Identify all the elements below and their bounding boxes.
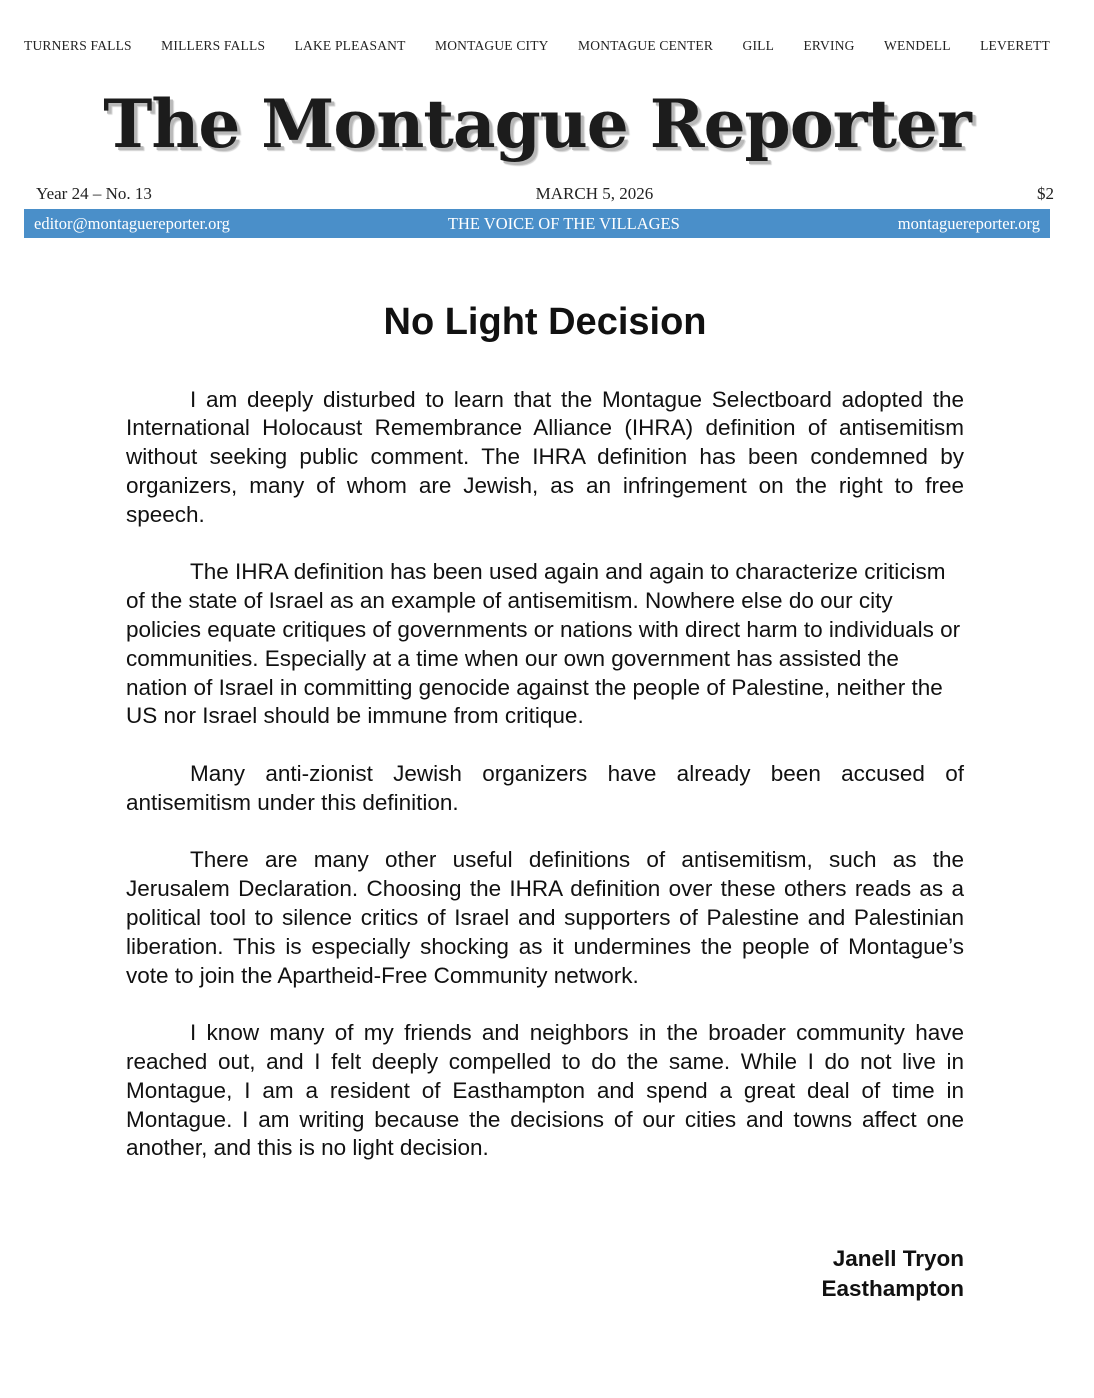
village-name: GILL	[742, 38, 775, 53]
issue-price: $2	[1037, 184, 1054, 203]
village-name: MILLERS FALLS	[161, 38, 266, 53]
website: montaguereporter.org	[897, 213, 1040, 233]
article-paragraph: The IHRA definition has been used again and again to characterize criticism of the state of Israel as an example of antisemitism. Nowhere else do our city policies equate critiques of governments or nations with direct harm to individuals or communities. Especially at a time when our own government has assisted the nation of Israel in committing genocide against the people of Palestine, neither the US nor Israel should be immune from critique.	[126, 559, 961, 729]
village-name: MONTAGUE CITY	[434, 38, 549, 53]
tagline: THE VOICE OF THE VILLAGES	[447, 213, 680, 233]
village-name: ERVING	[803, 38, 855, 53]
article-paragraph: I know many of my friends and neighbors in the broader community have reached out, and I felt deeply compelled to do the same. While I do not live in Montague, I am a resident of Easthampton and spend a great deal of time in Montague. I am writing because the decisions of our cities and towns affect one another, and this is no light decision.	[126, 1020, 964, 1161]
letter-article	[126, 300, 964, 1192]
article-paragraph: Many anti-zionist Jewish organizers have already been accused of antisemitism under this definition.	[126, 760, 964, 815]
village-name: LAKE PLEASANT	[294, 38, 406, 53]
issue-number: Year 24 – No. 13	[36, 184, 152, 203]
village-name: WENDELL	[884, 38, 951, 53]
author-name: Janell Tryon	[832, 1246, 964, 1271]
masthead-band	[24, 209, 1050, 238]
masthead-title: The Montague Reporter	[103, 85, 971, 163]
author-location: Easthampton	[821, 1276, 964, 1301]
article-paragraph: I am deeply disturbed to learn that the Montague Selectboard adopted the International Holocaust Remembrance Alliance (IHRA) definition of antisemitism without seeking public comment. The IHRA definition has been condemned by organizers, many of whom are Jewish, as an infringement on the right to free speech.	[126, 386, 964, 527]
masthead	[24, 68, 1050, 180]
village-list	[24, 38, 1050, 54]
editor-email: editor@montaguereporter.org	[34, 213, 230, 233]
article-paragraph: There are many other useful definitions of antisemitism, such as the Jerusalem Declaration. Choosing the IHRA definition over these others reads as a political tool to silence critics of Israel and supporters of Palestine and Palestinian liberation. This is especially shocking as it undermines the people of Montague’s vote to join the Apartheid-Free Community network.	[126, 847, 964, 988]
village-name: LEVERETT	[980, 38, 1050, 53]
issue-date: MARCH 5, 2026	[535, 184, 654, 203]
village-name: MONTAGUE CENTER	[578, 38, 714, 53]
issue-info-row	[24, 184, 1054, 204]
signature-block	[821, 1244, 964, 1304]
article-headline: No Light Decision	[383, 301, 707, 343]
village-name: TURNERS FALLS	[24, 38, 132, 53]
